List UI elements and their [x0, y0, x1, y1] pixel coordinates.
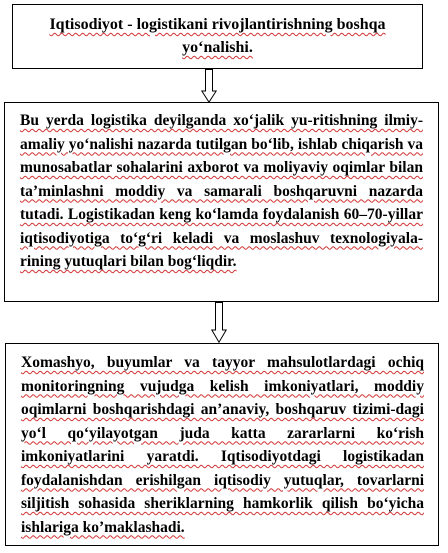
down-arrow-icon [211, 302, 227, 343]
outcome-box [5, 343, 439, 546]
description-text: Bu yerda logistika deyilganda xo‘jalik yu-ritishning ilmiy-amaliy yo‘nalishi nazarda tutilgan bo‘lib, ishlab chiqarish va munosabatlar sohalarini axborot va moliyaviy oqimlar bilan ta’minlashni moddiy va samarali boshqaruvni nazarda tutadi. Logistikadan keng ko‘lamda foydalanish 60–70-yillar iqtisodiyotiga to‘g‘ri keladi va moslashuv texnologiyala-rining yutuqlari bilan bog‘liqdir. [20, 112, 423, 270]
description-box [4, 102, 439, 302]
title-box [12, 4, 423, 69]
title-text: Iqtisodiyot - logistikani rivojlantirishning boshqa yo‘nalishi. [49, 16, 386, 56]
outcome-text: Xomashyo, buyumlar va tayyor mahsulotlardagi ochiq monitoringning vujudga kelish imkoniyatlari, moddiy oqimlarni boshqarishdagi an’anaviy, boshqaruv tizimi-dagi yo‘l qo‘yilayotgan juda katta zararlarni ko‘rish imkoniyatlarini yaratdi. Iqtisodiyotdagi logistikadan foydalanishdan erishilgan iqtisodiy yutuqlar, tovarlarni siljitish sohasida sheriklarning hamkorlik qilish bo‘yicha ishlariga ko’maklashadi. [21, 354, 424, 536]
down-arrow-icon [201, 69, 217, 103]
